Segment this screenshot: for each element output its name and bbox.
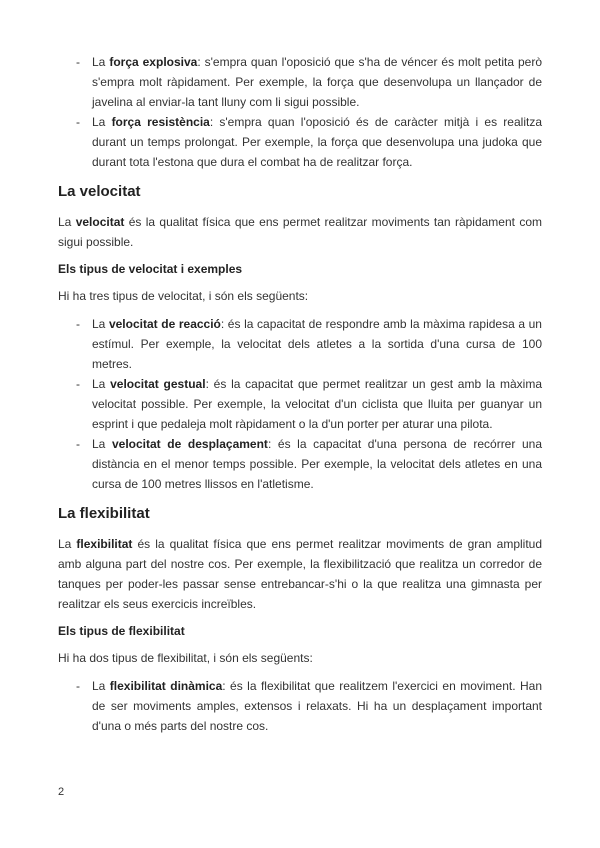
list-dash: - [76, 377, 80, 391]
heading-flexibilitat: La flexibilitat [58, 505, 150, 522]
list-item: - La velocitat gestual: és la capacitat que permet realitzar un gest amb la màxima velocitat possible. Per exemple, la velocitat d'un ciclista que lluita per guanyar un esprint i que pedaleja molt ràpidament o la d'un porter per aturar una pilota. [58, 374, 542, 434]
list-item: - La força explosiva: s'empra quan l'oposició que s'ha de véncer és molt petita però s'empra molt ràpidament. Per exemple, la força que desenvolupa un llançador de javelina al enviar-la tant lluny com li sigui possible. [58, 52, 542, 112]
flexibilitat-lead: Hi ha dos tipus de flexibilitat, i són els següents: [58, 651, 313, 665]
heading-velocitat: La velocitat [58, 183, 141, 200]
page-content [58, 52, 542, 746]
list-dash: - [76, 437, 80, 451]
flexibilitat-intro: La flexibilitat és la qualitat física que ens permet realitzar moviments de gran amplitud amb alguna part del nostre cos. Per exemple, la flexibilització que realitza un corredor de tanques per poder-les passar sense entrebancar-s'hi o la que realitza una gimnasta per realitzar els seus exercicis increïbles. [58, 537, 543, 611]
velocitat-types-list [58, 314, 542, 494]
velocitat-lead: Hi ha tres tipus de velocitat, i són els següents: [58, 289, 309, 303]
subheading-flexibilitat-tipus: Els tipus de flexibilitat [58, 624, 185, 638]
force-types-list [58, 52, 542, 172]
list-dash: - [76, 55, 80, 69]
flexibilitat-types-list [58, 676, 542, 736]
list-item: - La força resistència: s'empra quan l'oposició és de caràcter mitjà i es realitza durant un temps prolongat. Per exemple, la força que desenvolupa una judoka que durant tota l'estona que dura el combat ha de realitzar força. [58, 112, 542, 172]
list-item: - La velocitat de desplaçament: és la capacitat d'una persona de recórrer una distància en el menor temps possible. Per exemple, la velocitat dels atletes en una cursa de 100 metres llissos en l'atletisme. [58, 434, 542, 494]
list-dash: - [76, 317, 80, 331]
list-dash: - [76, 115, 80, 129]
list-dash: - [76, 679, 80, 693]
page-number: 2 [58, 786, 65, 798]
term-forca-resistencia: força resistència [111, 115, 210, 129]
list-item: - La flexibilitat dinàmica: és la flexibilitat que realitzem l'exercici en moviment. Han de ser moviments amples, extensos i relaxats. Hi ha un desplaçament important d'una o més parts del nostre cos. [58, 676, 542, 736]
velocitat-intro: La velocitat és la qualitat física que ens permet realitzar moviments tan ràpidament com sigui possible. [58, 215, 542, 249]
term-forca-explosiva: força explosiva [109, 55, 198, 69]
subheading-velocitat-tipus: Els tipus de velocitat i exemples [58, 262, 243, 276]
list-item: - La velocitat de reacció: és la capacitat de respondre amb la màxima rapidesa a un estímul. Per exemple, la velocitat dels atletes a la sortida d'una cursa de 100 metres. [58, 314, 542, 374]
